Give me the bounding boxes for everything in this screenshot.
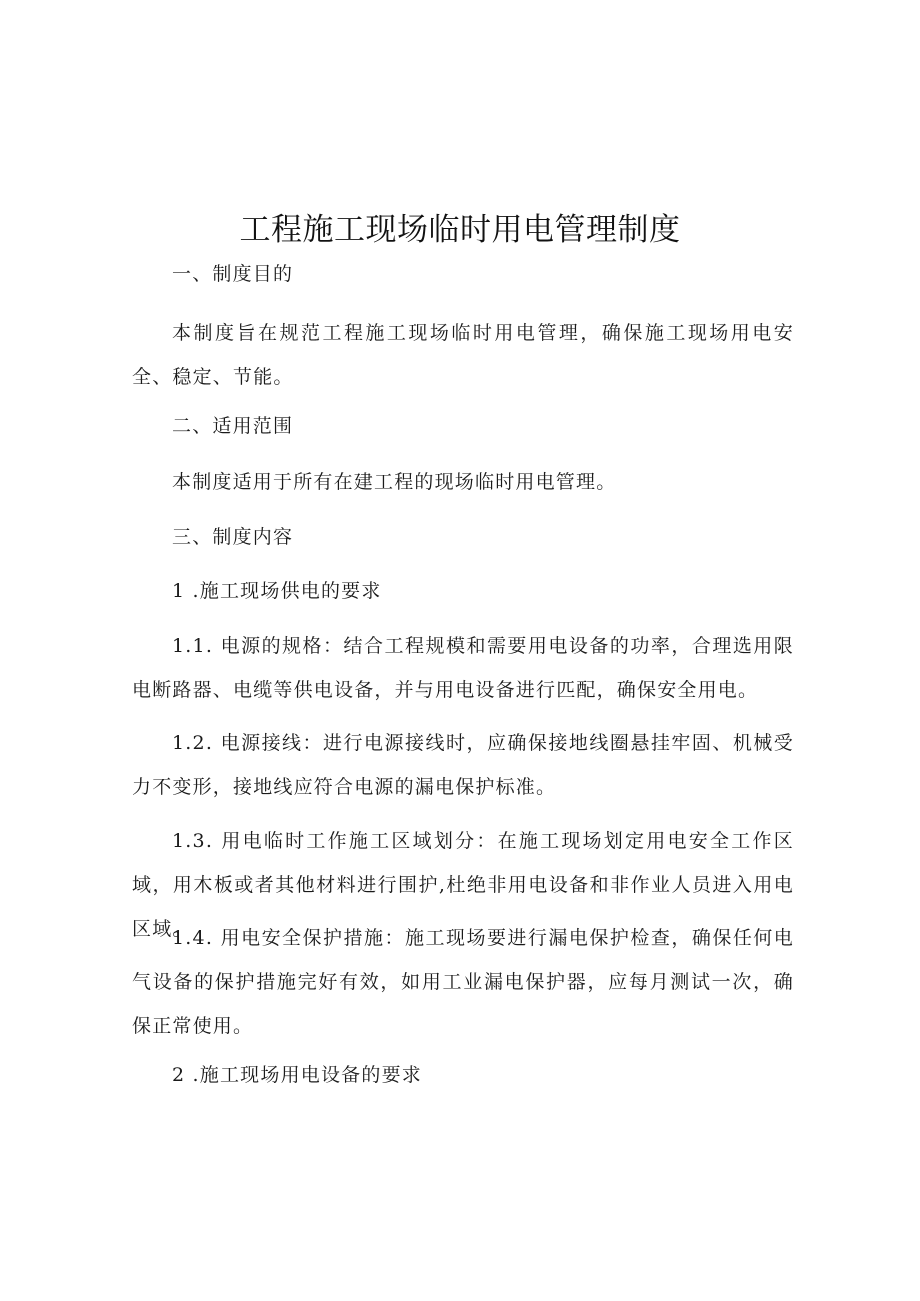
paragraph-item-1-4: 1.4. 用电安全保护措施：施工现场要进行漏电保护检查，确保任何电气设备的保护措施完好有效，如用工业漏电保护器，应每月测试一次，确保正常使用。: [132, 927, 794, 1037]
paragraph-purpose: 本制度旨在规范工程施工现场临时用电管理，确保施工现场用电安全、稳定、节能。: [132, 322, 794, 388]
item-heading-power-supply: 1 .施工现场供电的要求: [172, 580, 382, 602]
item-heading-equipment: 2 .施工现场用电设备的要求: [172, 1064, 422, 1086]
paragraph-item-1-2: 1.2. 电源接线：进行电源接线时，应确保接地线圈悬挂牢固、机械受力不变形，接地线应符合电源的漏电保护标准。: [132, 732, 794, 798]
section-heading-purpose: 一、制度目的: [172, 263, 294, 285]
paragraph-scope: 本制度适用于所有在建工程的现场临时用电管理。: [172, 471, 617, 493]
document-title: 工程施工现场临时用电管理制度: [239, 212, 681, 248]
paragraph-item-1-1: 1.1. 电源的规格：结合工程规模和需要用电设备的功率，合理选用限电断路器、电缆等供电设备，并与用电设备进行匹配，确保安全用电。: [132, 635, 794, 701]
section-heading-scope: 二、适用范围: [172, 415, 294, 437]
section-heading-content: 三、制度内容: [172, 526, 294, 548]
paragraph-item-1-3: 1.3. 用电临时工作施工区域划分：在施工现场划定用电安全工作区域，用木板或者其他材料进行围护,杜绝非用电设备和非作业人员进入用电区域。: [132, 830, 794, 940]
